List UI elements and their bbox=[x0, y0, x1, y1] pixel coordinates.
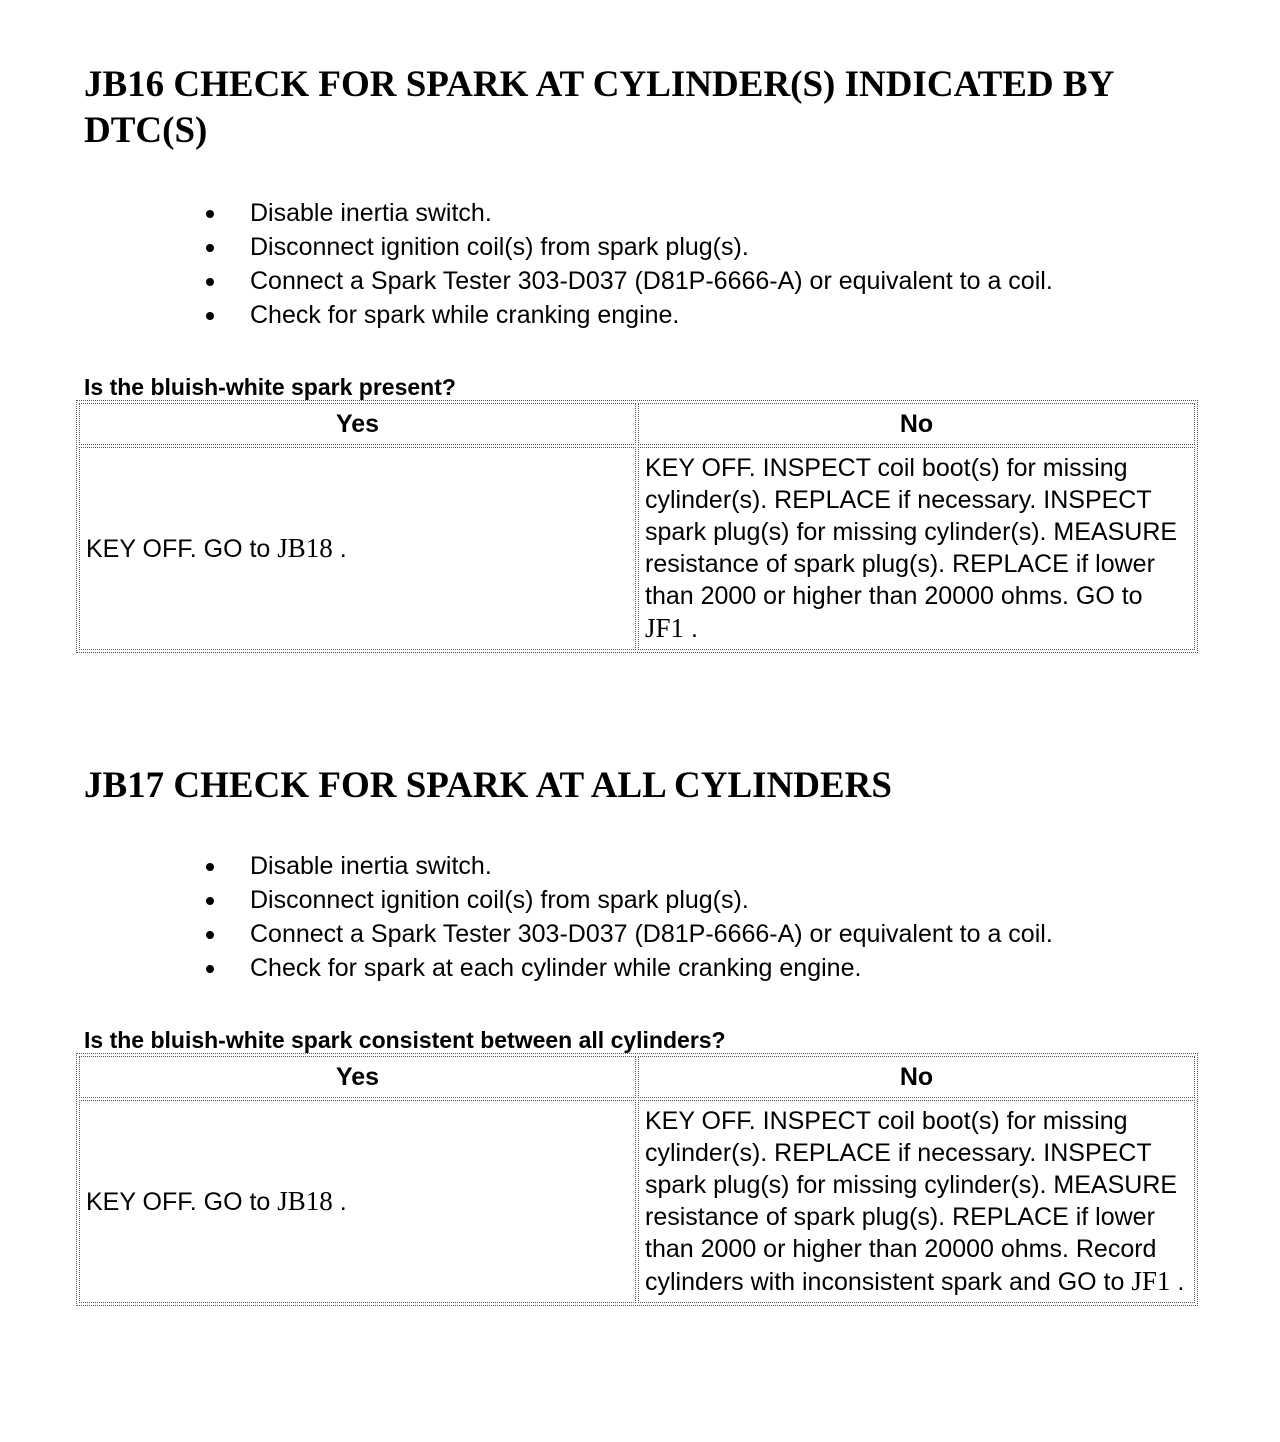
step-item: Connect a Spark Tester 303-D037 (D81P-6666-A) or equivalent to a coil. bbox=[202, 917, 1280, 951]
yes-header: Yes bbox=[79, 1056, 636, 1098]
question: Is the bluish-white spark present? bbox=[84, 374, 456, 400]
no-cell: KEY OFF. INSPECT coil boot(s) for missing cylinder(s). REPLACE if necessary. INSPECT spark plug(s) for missing cylinder(s). MEASURE resistance of spark plug(s). REPLACE if lower than 2000 or higher than 20000 ohms. Record cylinders with inconsistent spark and GO to JF1 . bbox=[638, 1100, 1195, 1303]
step-item: Disconnect ignition coil(s) from spark plug(s). bbox=[202, 883, 1280, 917]
step-item: Disable inertia switch. bbox=[202, 196, 1280, 230]
answer-table bbox=[76, 1053, 1198, 1306]
yes-cell: KEY OFF. GO to JB18 . bbox=[79, 447, 636, 650]
bullet-icon bbox=[206, 210, 214, 218]
no-header: No bbox=[638, 1056, 1195, 1098]
link-jf1[interactable]: JF1 bbox=[1131, 1266, 1171, 1296]
no-cell: KEY OFF. INSPECT coil boot(s) for missing cylinder(s). REPLACE if necessary. INSPECT spark plug(s) for missing cylinder(s). MEASURE resistance of spark plug(s). REPLACE if lower than 2000 or higher than 20000 ohms. GO to JF1 . bbox=[638, 447, 1195, 650]
section-title: JB17 CHECK FOR SPARK AT ALL CYLINDERS bbox=[84, 765, 892, 806]
table-header-row bbox=[79, 403, 1195, 445]
section-jb16 bbox=[84, 62, 1196, 653]
yes-cell: KEY OFF. GO to JB18 . bbox=[79, 1100, 636, 1303]
bullet-icon bbox=[206, 897, 214, 905]
bullet-icon bbox=[206, 863, 214, 871]
link-jf1[interactable]: JF1 bbox=[645, 613, 685, 643]
bullet-icon bbox=[206, 931, 214, 939]
link-jb18[interactable]: JB18 bbox=[277, 1186, 333, 1216]
step-item: Disconnect ignition coil(s) from spark plug(s). bbox=[202, 230, 1280, 264]
step-item: Check for spark at each cylinder while cranking engine. bbox=[202, 951, 1280, 985]
answer-table bbox=[76, 400, 1198, 653]
step-list bbox=[202, 849, 1280, 985]
table-row bbox=[79, 447, 1195, 650]
step-item: Connect a Spark Tester 303-D037 (D81P-6666-A) or equivalent to a coil. bbox=[202, 264, 1280, 298]
step-item: Check for spark while cranking engine. bbox=[202, 298, 1280, 332]
step-list bbox=[202, 196, 1280, 332]
question: Is the bluish-white spark consistent between all cylinders? bbox=[84, 1027, 726, 1053]
bullet-icon bbox=[206, 278, 214, 286]
link-jb18[interactable]: JB18 bbox=[277, 533, 333, 563]
no-header: No bbox=[638, 403, 1195, 445]
table-header-row bbox=[79, 1056, 1195, 1098]
yes-header: Yes bbox=[79, 403, 636, 445]
step-item: Disable inertia switch. bbox=[202, 849, 1280, 883]
bullet-icon bbox=[206, 965, 214, 973]
section-title: JB16 CHECK FOR SPARK AT CYLINDER(S) INDICATED BY DTC(S) bbox=[84, 64, 1113, 151]
table-row bbox=[79, 1100, 1195, 1303]
bullet-icon bbox=[206, 312, 214, 320]
section-jb17 bbox=[84, 763, 1196, 1306]
bullet-icon bbox=[206, 244, 214, 252]
